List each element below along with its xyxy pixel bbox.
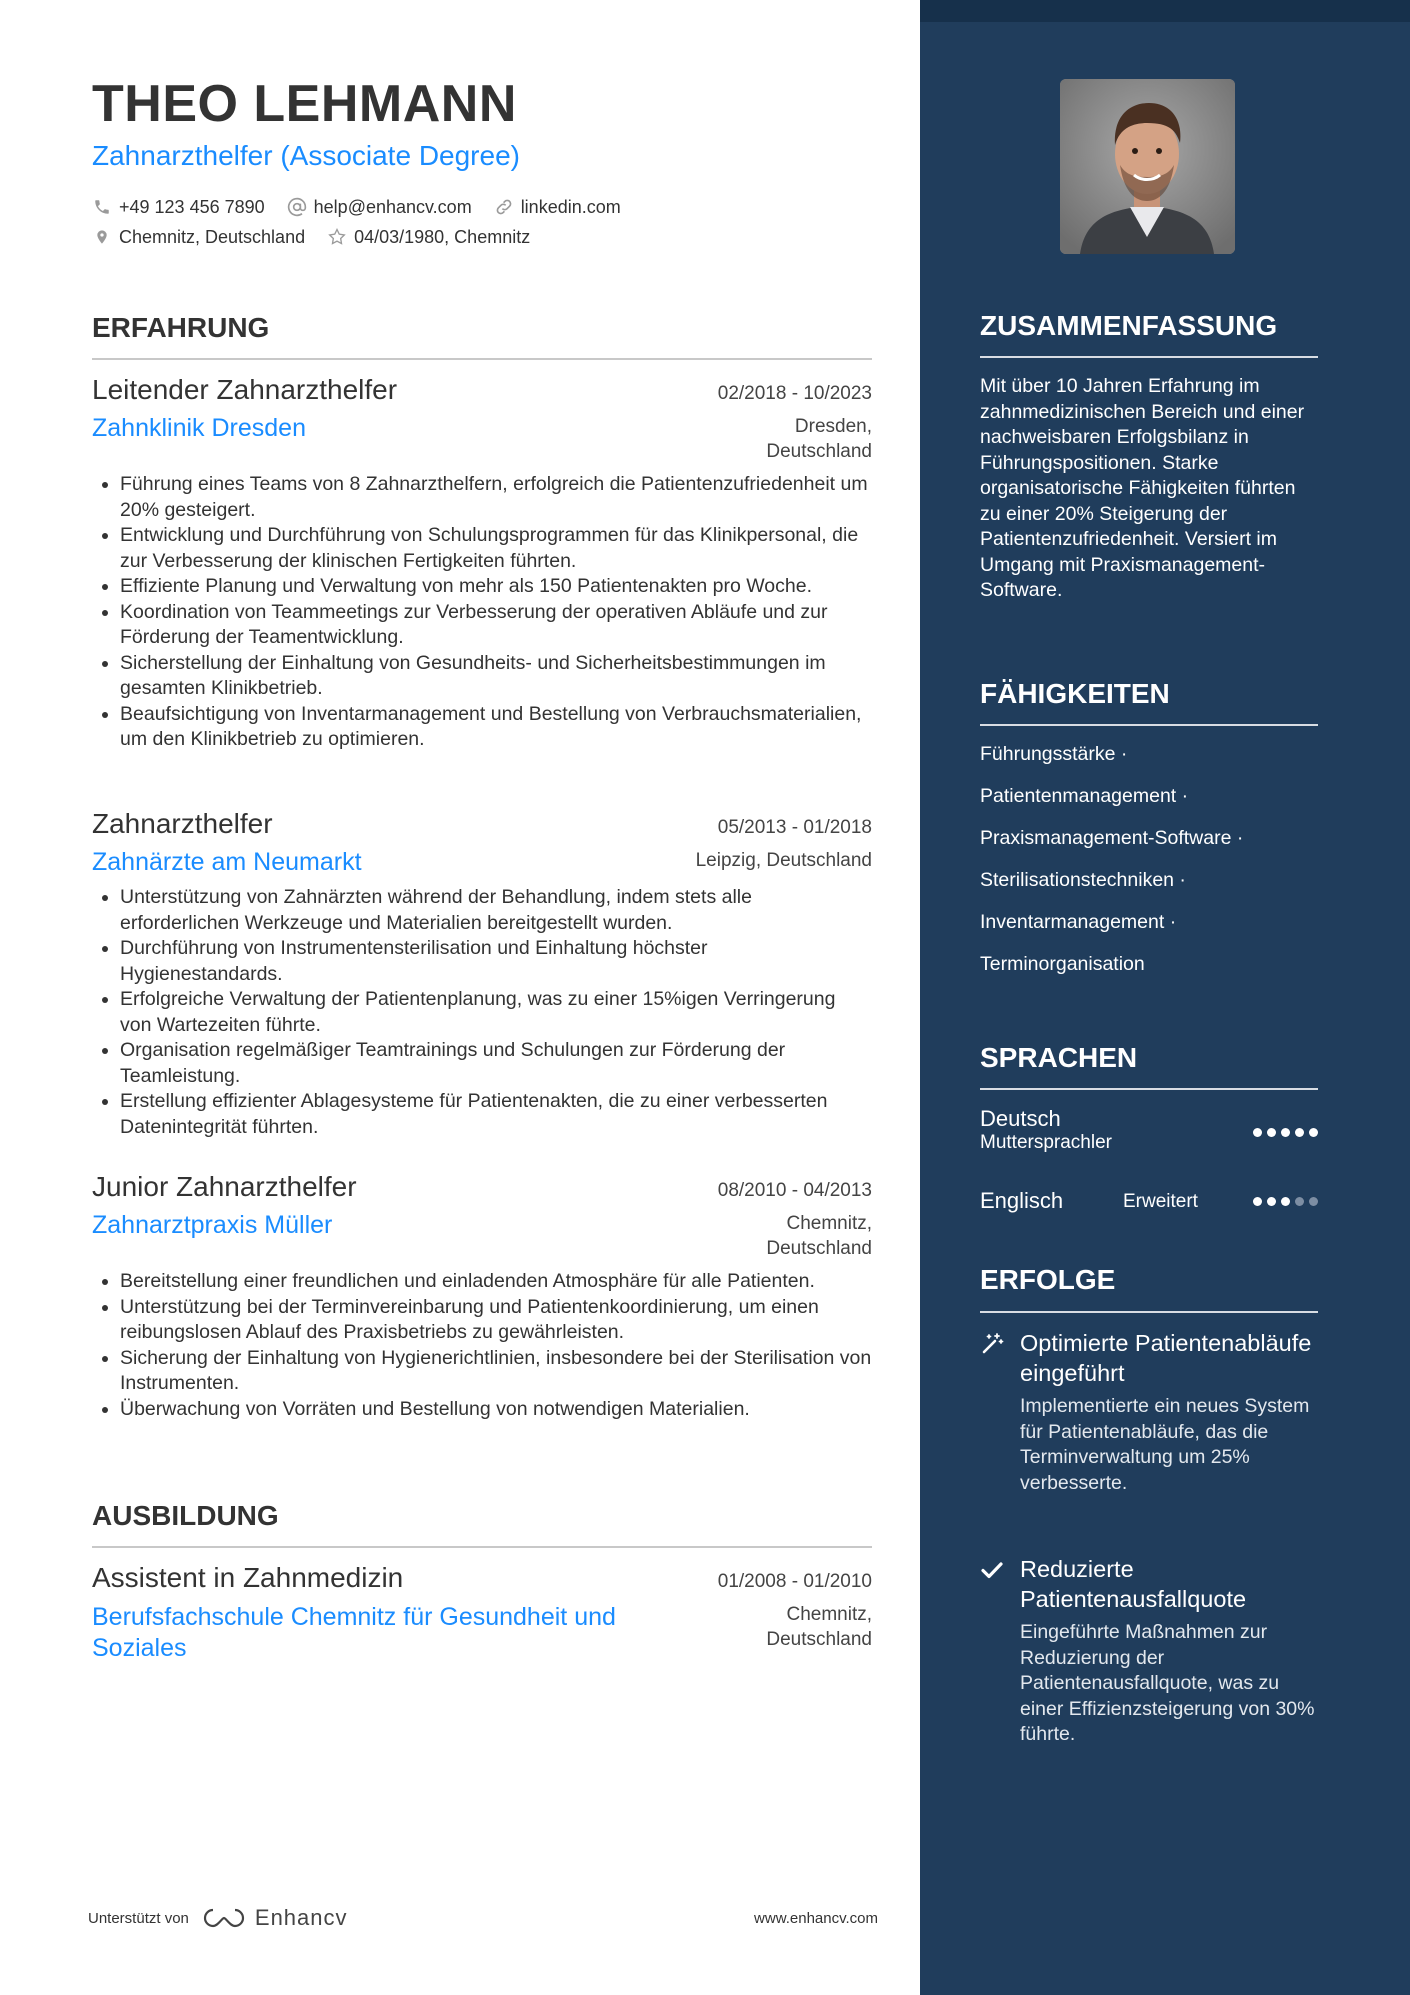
language-rating (1248, 1197, 1318, 1206)
linkedin-contact[interactable] (494, 197, 621, 218)
education-location: Chemnitz, Deutschland (766, 1604, 872, 1650)
contact-info (92, 192, 643, 252)
job-bullets (92, 1269, 872, 1422)
job-dates: 08/2010 - 04/2013 (717, 1180, 872, 1201)
rating-dot-filled (1295, 1128, 1304, 1137)
education-divider (92, 1546, 872, 1548)
candidate-name: THEO LEHMANN (92, 75, 517, 133)
summary-text: Mit über 10 Jahren Erfahrung im zahnmedizinischen Bereich und einer nachweisbaren Erfolgsbilanz in Führungspositionen. Starke organisatorische Fähigkeiten führten zu einer 20% Steigerung der Patientenzufriedenheit. Versiert im Umgang mit Praxismanagement-Software. (980, 375, 1305, 601)
email-contact[interactable] (287, 197, 472, 218)
education-entry (92, 1562, 872, 1664)
education-school: Berufsfachschule Chemnitz für Gesundheit und Soziales (92, 1603, 616, 1662)
check-icon (980, 1558, 1004, 1582)
link-icon (494, 197, 514, 217)
job-bullet: • Führung eines Teams von 8 Zahnarzthelfern, erfolgreich die Patientenzufriedenheit um 20% gesteigert. (120, 472, 872, 523)
rating-dot-filled (1253, 1128, 1262, 1137)
job-bullet: • Entwicklung und Durchführung von Schulungsprogrammen für das Klinikpersonal, die zur Verbesserung der klinischen Fertigkeiten führten. (120, 523, 872, 574)
skill-item: Terminorganisation (980, 953, 1145, 975)
job-company: Zahnärzte am Neumarkt (92, 848, 362, 876)
education-degree: Assistent in Zahnmedizin (92, 1562, 404, 1593)
language-level: Muttersprachler (980, 1132, 1112, 1153)
skills-list (980, 740, 1320, 992)
job-bullet: • Unterstützung bei der Terminvereinbarung und Patientenkoordinierung, um einen reibungslosen Ablauf des Praxisbetriebs zu gewährleisten. (120, 1295, 872, 1346)
language-level: Erweitert (1123, 1191, 1198, 1212)
skill-item: Patientenmanagement · (980, 785, 1189, 807)
job-bullet: • Sicherstellung der Einhaltung von Gesundheits- und Sicherheitsbestimmungen im gesamten Klinikbetrieb. (120, 651, 872, 702)
at-icon (287, 197, 307, 217)
job-location: Leipzig, Deutschland (695, 850, 872, 871)
rating-dot-filled (1309, 1128, 1318, 1137)
job-bullet: • Erfolgreiche Verwaltung der Patientenplanung, was zu einer 15%igen Verringerung von Wartezeiten führte. (120, 987, 872, 1038)
job-role: Leitender Zahnarzthelfer (92, 374, 398, 405)
profile-photo (1060, 79, 1235, 254)
achievement-description: Implementierte ein neues System für Patientenabläufe, das die Terminverwaltung um 25% verbesserte. (1020, 1395, 1310, 1494)
rating-dot-filled (1267, 1128, 1276, 1137)
location-contact (92, 227, 305, 248)
achievement-item (980, 1328, 1320, 1496)
education-heading: AUSBILDUNG (92, 1500, 279, 1531)
location-pin-icon (92, 227, 112, 247)
job-bullets (92, 472, 872, 753)
job-company: Zahnarztpraxis Müller (92, 1211, 333, 1239)
birth-contact (327, 227, 530, 248)
job-bullet: • Sicherung der Einhaltung von Hygienerichtlinien, insbesondere bei der Sterilisation von Instrumenten. (120, 1346, 872, 1397)
achievement-item (980, 1554, 1320, 1748)
job-bullet: • Unterstützung von Zahnärzten während der Behandlung, indem stets alle erforderlichen Werkzeuge und Materialien bereitgestellt wurden. (120, 885, 872, 936)
job-role: Junior Zahnarzthelfer (92, 1171, 357, 1202)
language-item (980, 1188, 1318, 1214)
job-bullet: • Effiziente Planung und Verwaltung von mehr als 150 Patientenakten pro Woche. (120, 574, 872, 600)
experience-heading: ERFAHRUNG (92, 312, 270, 343)
phone-contact[interactable] (92, 197, 265, 218)
magic-wand-icon (980, 1332, 1004, 1356)
achievement-title: Reduzierte Patientenausfallquote (1020, 1556, 1247, 1612)
language-name: Englisch (980, 1188, 1064, 1213)
job-role: Zahnarzthelfer (92, 808, 273, 839)
job-bullet: • Beaufsichtigung von Inventarmanagement und Bestellung von Verbrauchsmaterialien, um den Klinikbetrieb zu optimieren. (120, 702, 872, 753)
summary-divider (980, 356, 1318, 358)
job-dates: 02/2018 - 10/2023 (717, 383, 872, 404)
rating-dot-filled (1281, 1128, 1290, 1137)
languages-divider (980, 1088, 1318, 1090)
job-location: Dresden, Deutschland (766, 416, 872, 462)
language-name: Deutsch (980, 1106, 1061, 1131)
achievements-heading: ERFOLGE (980, 1264, 1116, 1295)
languages-heading: SPRACHEN (980, 1042, 1138, 1073)
skill-item: Praxismanagement-Software · (980, 827, 1244, 849)
star-icon (327, 227, 347, 247)
birth-text: 04/03/1980, Chemnitz (354, 226, 531, 247)
job-company: Zahnklinik Dresden (92, 414, 306, 442)
skills-divider (980, 724, 1318, 726)
job-entry (92, 1171, 872, 1422)
job-bullet: • Organisation regelmäßiger Teamtrainings und Schulungen zur Förderung der Teamleistung. (120, 1038, 872, 1089)
achievement-title: Optimierte Patientenabläufe eingeführt (1020, 1330, 1312, 1386)
job-location: Chemnitz, Deutschland (766, 1213, 872, 1259)
job-entry (92, 374, 872, 753)
sidebar-top-bar (920, 0, 1410, 22)
email-text: help@enhancv.com (313, 196, 472, 217)
skill-item: Inventarmanagement · (980, 911, 1177, 933)
rating-dot-filled (1253, 1197, 1262, 1206)
job-dates: 05/2013 - 01/2018 (717, 817, 872, 838)
skills-heading: FÄHIGKEITEN (980, 678, 1170, 709)
job-bullet: • Koordination von Teammeetings zur Verbesserung der operativen Abläufe und zur Förderung der Teamentwicklung. (120, 600, 872, 651)
skill-item: Führungsstärke · (980, 743, 1128, 765)
skill-item: Sterilisationstechniken · (980, 869, 1186, 891)
phone-icon (92, 197, 112, 217)
rating-dot-empty (1295, 1197, 1304, 1206)
rating-dot-empty (1309, 1197, 1318, 1206)
job-bullet: • Bereitstellung einer freundlichen und einladenden Atmosphäre für alle Patienten. (120, 1269, 872, 1295)
language-rating (1248, 1128, 1318, 1137)
experience-divider (92, 358, 872, 360)
brand-name: Enhancv (254, 1905, 348, 1930)
summary-heading: ZUSAMMENFASSUNG (980, 310, 1278, 341)
achievement-description: Eingeführte Maßnahmen zur Reduzierung der Patientenausfallquote, was zu einer Effizienzsteigerung von 30% führte. (1020, 1621, 1315, 1745)
rating-dot-filled (1281, 1197, 1290, 1206)
candidate-title: Zahnarzthelfer (Associate Degree) (92, 140, 520, 171)
footer (88, 1905, 878, 1931)
phone-text: +49 123 456 7890 (119, 196, 265, 217)
location-text: Chemnitz, Deutschland (119, 226, 306, 247)
achievements-divider (980, 1311, 1318, 1313)
powered-by-text: Unterstützt von (88, 1909, 189, 1927)
enhancv-logo-icon (201, 1906, 247, 1930)
language-item (980, 1106, 1318, 1154)
rating-dot-filled (1267, 1197, 1276, 1206)
education-dates: 01/2008 - 01/2010 (717, 1571, 872, 1592)
footer-brand[interactable] (88, 1905, 348, 1931)
footer-url[interactable]: www.enhancv.com (754, 1909, 878, 1927)
job-bullet: • Erstellung effizienter Ablagesysteme für Patientenakten, die zu einer verbesserten Datenintegrität führten. (120, 1089, 872, 1140)
job-bullet: • Durchführung von Instrumentensterilisation und Einhaltung höchster Hygienestandards. (120, 936, 872, 987)
job-entry (92, 808, 872, 1140)
job-bullet: • Überwachung von Vorräten und Bestellung von notwendigen Materialien. (120, 1397, 872, 1423)
job-bullets (92, 885, 872, 1140)
linkedin-text: linkedin.com (520, 196, 621, 217)
